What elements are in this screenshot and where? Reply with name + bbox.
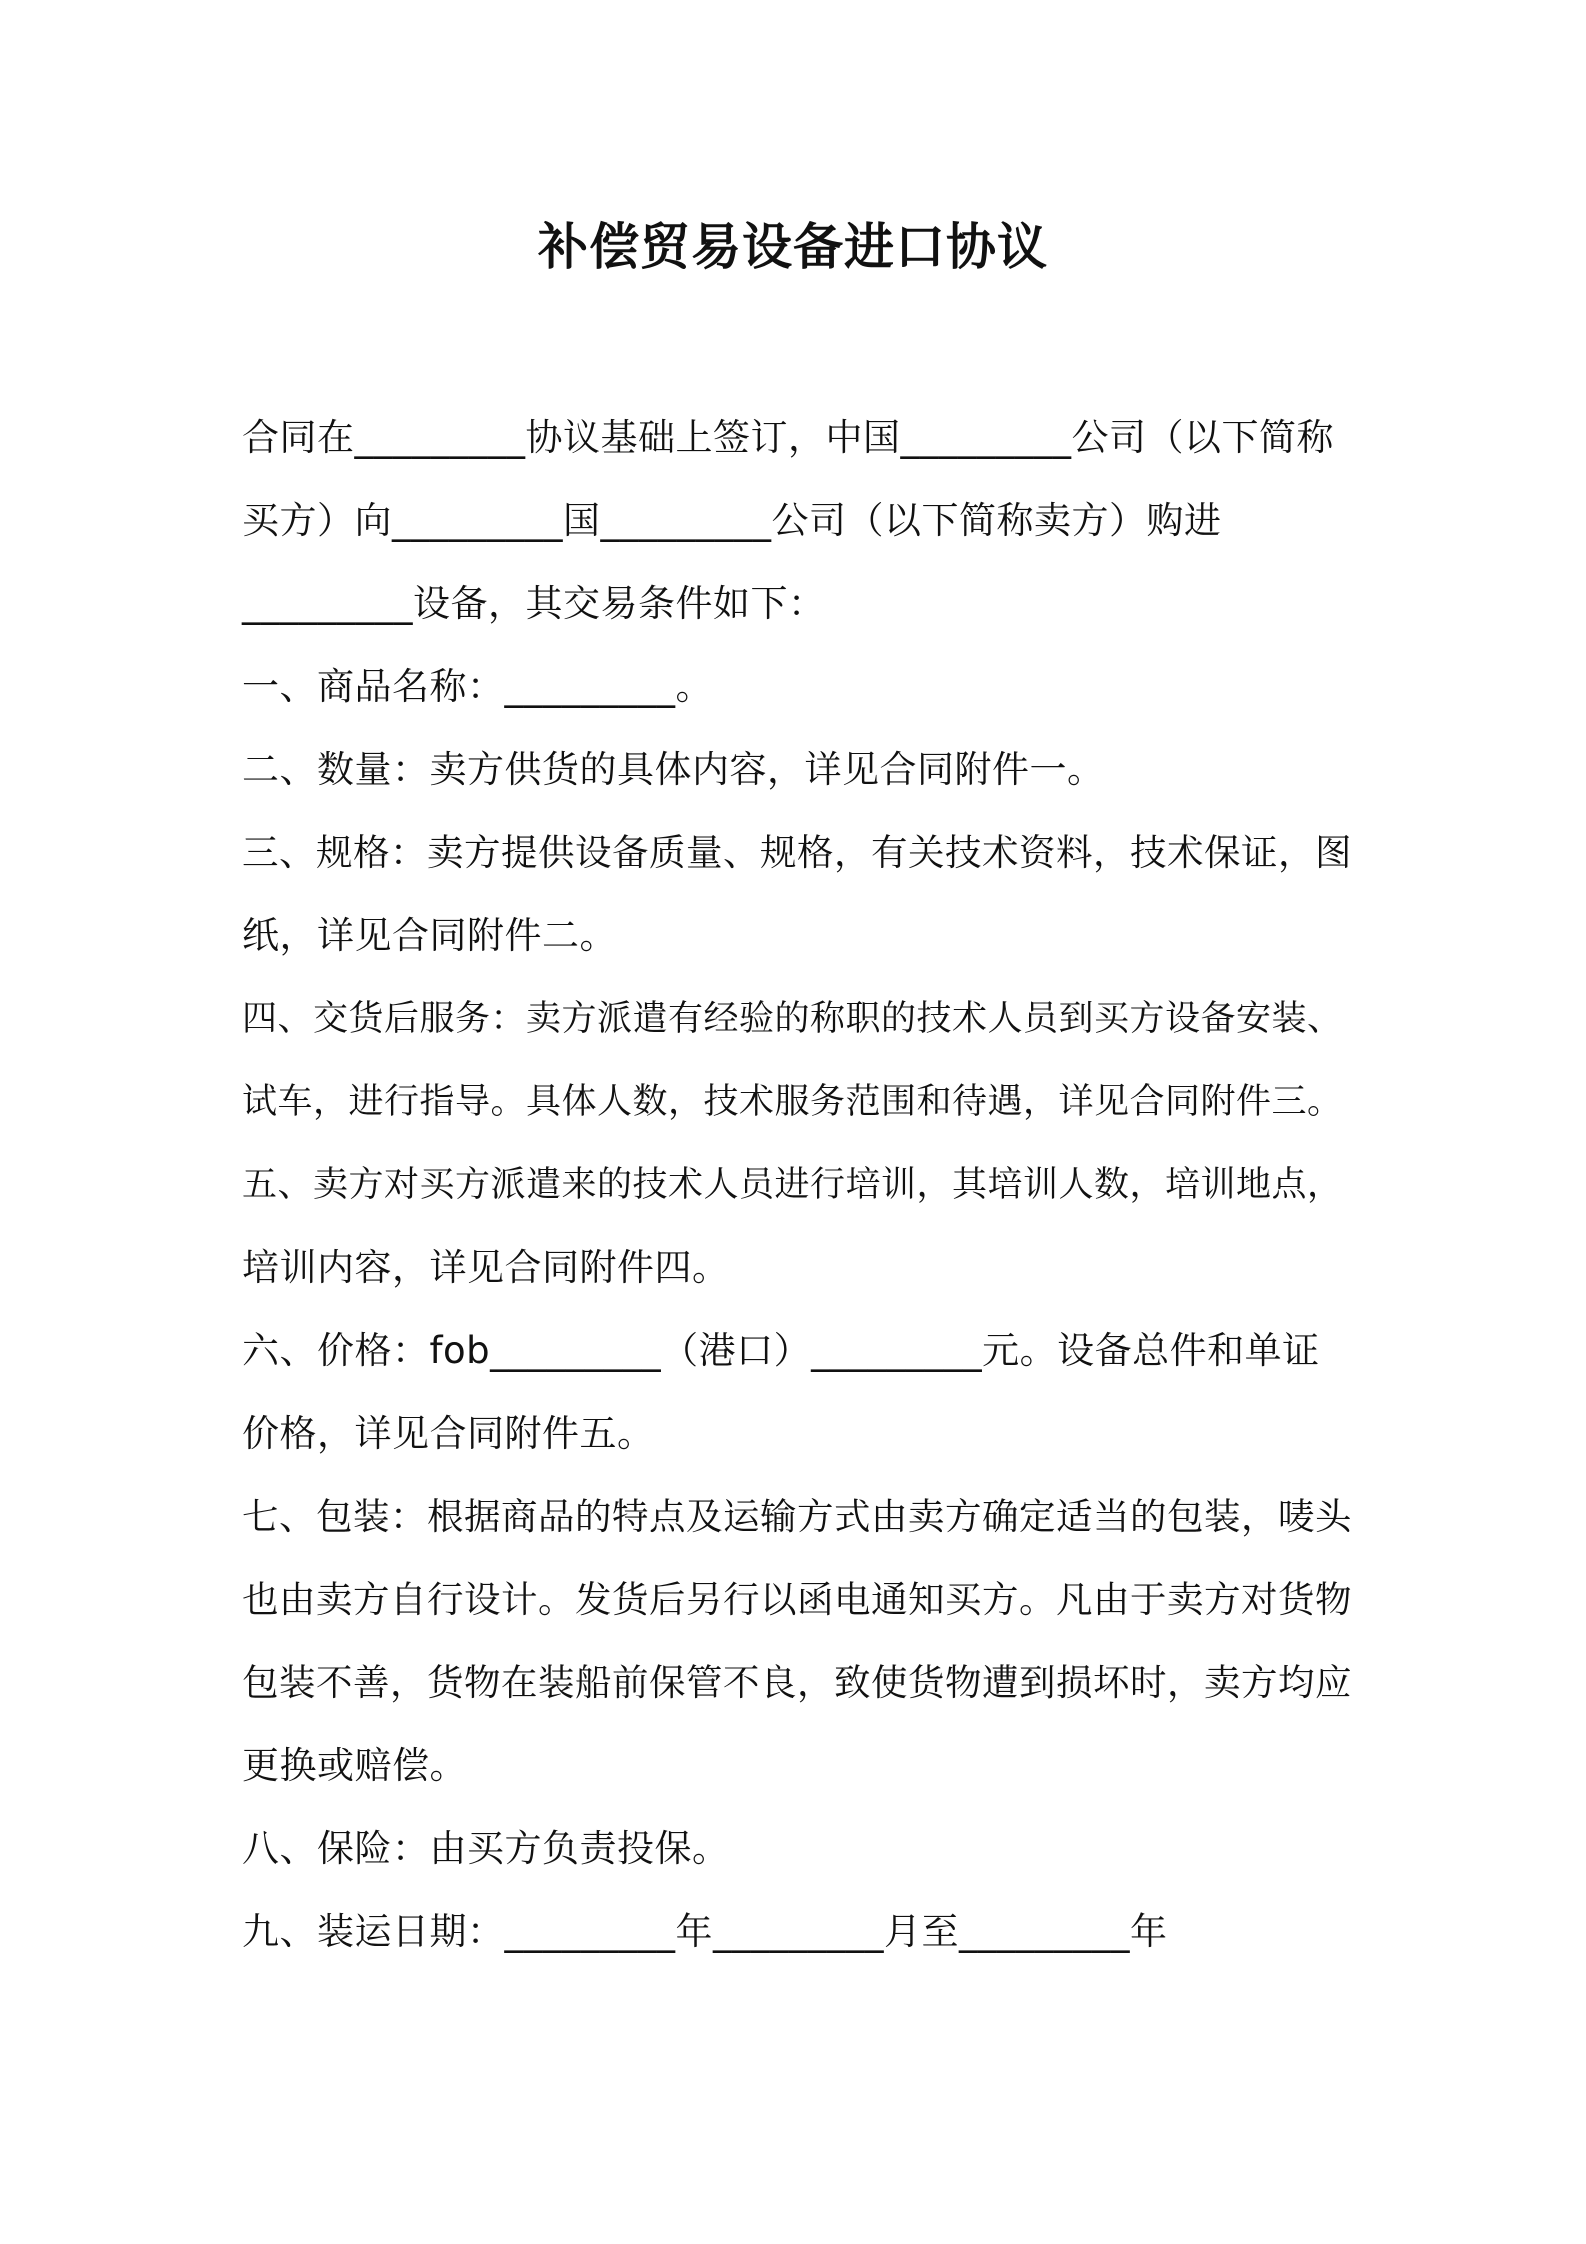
body-line: 纸，详见合同附件二。 <box>242 914 617 957</box>
body-line: 买方）向_________国_________公司（以下简称卖方）购进 <box>242 499 1222 542</box>
body-line: 合同在_________协议基础上签订，中国_________公司（以下简称 <box>242 416 1334 459</box>
body-line: 也由卖方自行设计。发货后另行以函电通知买方。凡由于卖方对货物 <box>242 1578 1352 1621</box>
body-line: 试车，进行指导。具体人数，技术服务范围和待遇，详见合同附件三。 <box>242 1082 1343 1122</box>
body-line: 一、商品名称：_________。 <box>242 665 713 708</box>
body-line: 七、包装：根据商品的特点及运输方式由卖方确定适当的包装，唛头 <box>242 1495 1352 1538</box>
body-line: 五、卖方对买方派遣来的技术人员进行培训，其培训人数，培训地点， <box>242 1165 1343 1205</box>
body-line: _________设备，其交易条件如下： <box>242 582 826 625</box>
body-line: 二、数量：卖方供货的具体内容，详见合同附件一。 <box>242 748 1105 791</box>
body-line: 价格，详见合同附件五。 <box>242 1412 655 1455</box>
body-line: 培训内容，详见合同附件四。 <box>242 1246 730 1289</box>
body-line: 三、规格：卖方提供设备质量、规格，有关技术资料，技术保证，图 <box>242 831 1352 874</box>
body-line: 更换或赔偿。 <box>242 1744 467 1787</box>
body-line: 六、价格：fob_________（港口）_________元。设备总件和单证 <box>242 1329 1320 1372</box>
document-title: 补偿贸易设备进口协议 <box>538 218 1048 276</box>
body-line: 八、保险：由买方负责投保。 <box>242 1827 730 1870</box>
body-line: 九、装运日期：_________年_________月至_________年 <box>242 1910 1168 1953</box>
body-line: 包装不善，货物在装船前保管不良，致使货物遭到损坏时，卖方均应 <box>242 1661 1352 1704</box>
body-line: 四、交货后服务：卖方派遣有经验的称职的技术人员到买方设备安装、 <box>242 999 1343 1039</box>
